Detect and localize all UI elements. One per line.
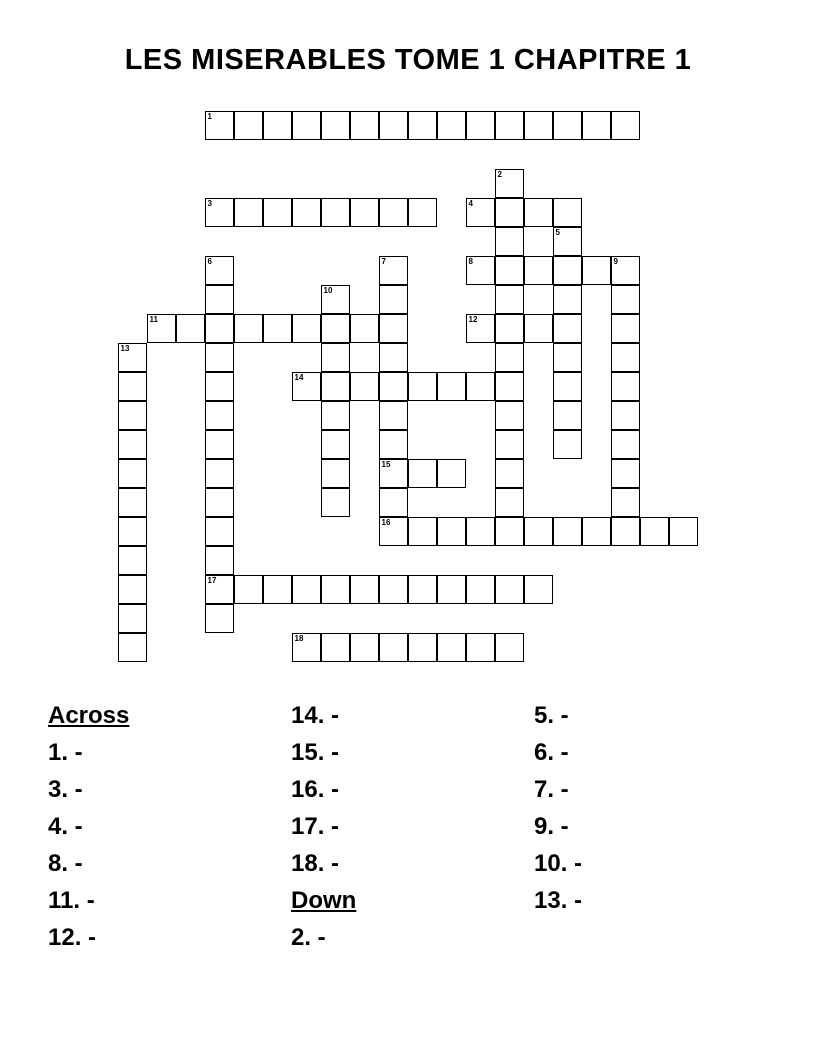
crossword-cell[interactable] [292, 372, 321, 401]
crossword-cell[interactable] [205, 111, 234, 140]
crossword-cell[interactable] [118, 575, 147, 604]
crossword-cell[interactable] [437, 575, 466, 604]
crossword-cell[interactable] [350, 372, 379, 401]
crossword-cell[interactable] [205, 314, 234, 343]
crossword-cell[interactable] [205, 372, 234, 401]
clue-number: 15 [381, 459, 391, 469]
clue-number: 17 [207, 575, 217, 585]
crossword-cell[interactable] [321, 459, 350, 488]
crossword-cell[interactable] [553, 198, 582, 227]
crossword-cell[interactable] [553, 227, 582, 256]
crossword-cell[interactable] [379, 314, 408, 343]
crossword-cell[interactable] [379, 372, 408, 401]
crossword-cell[interactable] [524, 111, 553, 140]
crossword-cell[interactable] [553, 314, 582, 343]
crossword-cell[interactable] [408, 575, 437, 604]
crossword-cell[interactable] [495, 575, 524, 604]
clue-item: 9. - [534, 813, 569, 840]
crossword-cell[interactable] [263, 198, 292, 227]
crossword-cell[interactable] [292, 111, 321, 140]
crossword-cell[interactable] [437, 633, 466, 662]
crossword-cell[interactable] [118, 459, 147, 488]
crossword-cell[interactable] [611, 517, 640, 546]
crossword-cell[interactable] [205, 546, 234, 575]
crossword-cell[interactable] [321, 633, 350, 662]
clue-number: 7 [381, 256, 386, 266]
crossword-cell[interactable] [611, 285, 640, 314]
crossword-cell[interactable] [408, 459, 437, 488]
clue-number: 3 [207, 198, 212, 208]
clue-number: 14 [294, 372, 304, 382]
crossword-cell[interactable] [611, 256, 640, 285]
clue-number: 4 [468, 198, 473, 208]
crossword-cell[interactable] [205, 401, 234, 430]
crossword-cell[interactable] [118, 401, 147, 430]
crossword-cell[interactable] [553, 430, 582, 459]
crossword-cell[interactable] [408, 198, 437, 227]
crossword-cell[interactable] [118, 488, 147, 517]
clue-number: 13 [120, 343, 130, 353]
crossword-cell[interactable] [321, 488, 350, 517]
clue-item: 3. - [48, 776, 83, 803]
crossword-cell[interactable] [379, 633, 408, 662]
crossword-cell[interactable] [379, 198, 408, 227]
clue-item: 12. - [48, 924, 97, 951]
crossword-cell[interactable] [350, 198, 379, 227]
crossword-cell[interactable] [234, 314, 263, 343]
crossword-cell[interactable] [437, 111, 466, 140]
clue-item: 13. - [534, 887, 583, 914]
crossword-cell[interactable] [582, 111, 611, 140]
crossword-cell[interactable] [292, 314, 321, 343]
crossword-cell[interactable] [205, 430, 234, 459]
crossword-cell[interactable] [495, 256, 524, 285]
crossword-cell[interactable] [205, 459, 234, 488]
clue-number: 1 [207, 111, 212, 121]
clue-item: 15. - [291, 739, 340, 766]
crossword-cell[interactable] [669, 517, 698, 546]
clue-number: 9 [613, 256, 618, 266]
clue-item: 10. - [534, 850, 583, 877]
crossword-cell[interactable] [118, 604, 147, 633]
crossword-cell[interactable] [495, 633, 524, 662]
crossword-cell[interactable] [176, 314, 205, 343]
crossword-cell[interactable] [379, 285, 408, 314]
crossword-cell[interactable] [408, 633, 437, 662]
clue-number: 16 [381, 517, 391, 527]
crossword-cell[interactable] [582, 256, 611, 285]
crossword-cell[interactable] [321, 314, 350, 343]
crossword-cell[interactable] [234, 111, 263, 140]
crossword-cell[interactable] [495, 227, 524, 256]
clue-item: 17. - [291, 813, 340, 840]
crossword-cell[interactable] [118, 430, 147, 459]
crossword-cell[interactable] [379, 401, 408, 430]
crossword-cell[interactable] [437, 372, 466, 401]
crossword-cell[interactable] [495, 314, 524, 343]
crossword-cell[interactable] [611, 488, 640, 517]
page-title: LES MISERABLES TOME 1 CHAPITRE 1 [124, 44, 692, 76]
crossword-cell[interactable] [495, 488, 524, 517]
crossword-cell[interactable] [321, 401, 350, 430]
crossword-cell[interactable] [205, 517, 234, 546]
crossword-cell[interactable] [379, 343, 408, 372]
clue-column-3 [534, 700, 582, 922]
crossword-cell[interactable] [379, 430, 408, 459]
crossword-cell[interactable] [524, 314, 553, 343]
crossword-cell[interactable] [118, 546, 147, 575]
clue-number: 18 [294, 633, 304, 643]
clue-number: 10 [323, 285, 333, 295]
clue-item: 14. - [291, 702, 340, 729]
crossword-cell[interactable] [495, 343, 524, 372]
crossword-cell[interactable] [495, 285, 524, 314]
crossword-cell[interactable] [321, 343, 350, 372]
crossword-cell[interactable] [553, 517, 582, 546]
clue-item: 7. - [534, 776, 569, 803]
crossword-cell[interactable] [553, 343, 582, 372]
clue-item: 6. - [534, 739, 569, 766]
clue-number: 6 [207, 256, 212, 266]
crossword-cell[interactable] [524, 575, 553, 604]
clue-column-2 [291, 700, 356, 959]
crossword-cell[interactable] [408, 111, 437, 140]
crossword-cell[interactable] [466, 633, 495, 662]
crossword-cell[interactable] [205, 198, 234, 227]
crossword-cell[interactable] [495, 517, 524, 546]
crossword-cell[interactable] [495, 198, 524, 227]
crossword-cell[interactable] [611, 459, 640, 488]
crossword-cell[interactable] [263, 314, 292, 343]
crossword-cell[interactable] [321, 430, 350, 459]
crossword-cell[interactable] [466, 517, 495, 546]
crossword-cell[interactable] [379, 459, 408, 488]
crossword-cell[interactable] [321, 111, 350, 140]
crossword-cell[interactable] [466, 256, 495, 285]
crossword-cell[interactable] [118, 633, 147, 662]
crossword-cell[interactable] [553, 372, 582, 401]
crossword-cell[interactable] [118, 343, 147, 372]
crossword-cell[interactable] [611, 343, 640, 372]
crossword-cell[interactable] [466, 314, 495, 343]
crossword-cell[interactable] [234, 575, 263, 604]
clue-item: 1. - [48, 739, 83, 766]
crossword-cell[interactable] [524, 256, 553, 285]
crossword-cell[interactable] [321, 372, 350, 401]
crossword-cell[interactable] [205, 256, 234, 285]
clue-heading: Across [48, 702, 130, 729]
crossword-cell[interactable] [495, 401, 524, 430]
crossword-cell[interactable] [118, 372, 147, 401]
clue-number: 12 [468, 314, 478, 324]
crossword-cell[interactable] [524, 517, 553, 546]
clue-heading: Down [291, 887, 357, 914]
clue-number: 11 [149, 314, 158, 324]
clue-item: 2. - [291, 924, 326, 951]
crossword-cell[interactable] [234, 198, 263, 227]
crossword-cell[interactable] [263, 575, 292, 604]
crossword-cell[interactable] [495, 111, 524, 140]
crossword-cell[interactable] [321, 285, 350, 314]
clue-item: 5. - [534, 702, 569, 729]
clue-number: 8 [468, 256, 473, 266]
crossword-cell[interactable] [611, 111, 640, 140]
crossword-cell[interactable] [640, 517, 669, 546]
crossword-cell[interactable] [205, 575, 234, 604]
crossword-cell[interactable] [205, 488, 234, 517]
crossword-cell[interactable] [437, 517, 466, 546]
clue-item: 18. - [291, 850, 340, 877]
clue-item: 4. - [48, 813, 83, 840]
crossword-cell[interactable] [379, 256, 408, 285]
crossword-cell[interactable] [466, 372, 495, 401]
crossword-cell[interactable] [437, 459, 466, 488]
crossword-cell[interactable] [495, 372, 524, 401]
crossword-cell[interactable] [408, 517, 437, 546]
crossword-cell[interactable] [495, 169, 524, 198]
crossword-cell[interactable] [611, 430, 640, 459]
clue-item: 8. - [48, 850, 83, 877]
crossword-cell[interactable] [553, 285, 582, 314]
clue-item: 11. - [48, 887, 95, 914]
crossword-cell[interactable] [582, 517, 611, 546]
crossword-cell[interactable] [205, 285, 234, 314]
crossword-cell[interactable] [495, 430, 524, 459]
crossword-cell[interactable] [263, 111, 292, 140]
crossword-cell[interactable] [553, 256, 582, 285]
crossword-cell[interactable] [350, 314, 379, 343]
crossword-cell[interactable] [379, 517, 408, 546]
crossword-cell[interactable] [118, 517, 147, 546]
crossword-cell[interactable] [292, 575, 321, 604]
crossword-cell[interactable] [553, 111, 582, 140]
crossword-cell[interactable] [495, 459, 524, 488]
crossword-cell[interactable] [379, 111, 408, 140]
crossword-cell[interactable] [466, 111, 495, 140]
crossword-cell[interactable] [350, 633, 379, 662]
crossword-cell[interactable] [292, 198, 321, 227]
clue-number: 2 [497, 169, 502, 179]
crossword-cell[interactable] [292, 633, 321, 662]
crossword-cell[interactable] [350, 575, 379, 604]
crossword-cell[interactable] [350, 111, 379, 140]
crossword-cell[interactable] [205, 604, 234, 633]
crossword-cell[interactable] [466, 575, 495, 604]
crossword-cell[interactable] [321, 575, 350, 604]
crossword-cell[interactable] [611, 401, 640, 430]
clue-number: 5 [555, 227, 560, 237]
crossword-cell[interactable] [553, 401, 582, 430]
crossword-cell[interactable] [147, 314, 176, 343]
crossword-cell[interactable] [205, 343, 234, 372]
crossword-cell[interactable] [611, 372, 640, 401]
crossword-cell[interactable] [379, 488, 408, 517]
clue-column-1 [48, 700, 129, 959]
crossword-cell[interactable] [379, 575, 408, 604]
crossword-cell[interactable] [611, 314, 640, 343]
crossword-cell[interactable] [524, 198, 553, 227]
crossword-cell[interactable] [466, 198, 495, 227]
crossword-cell[interactable] [321, 198, 350, 227]
crossword-cell[interactable] [408, 372, 437, 401]
clue-item: 16. - [291, 776, 340, 803]
